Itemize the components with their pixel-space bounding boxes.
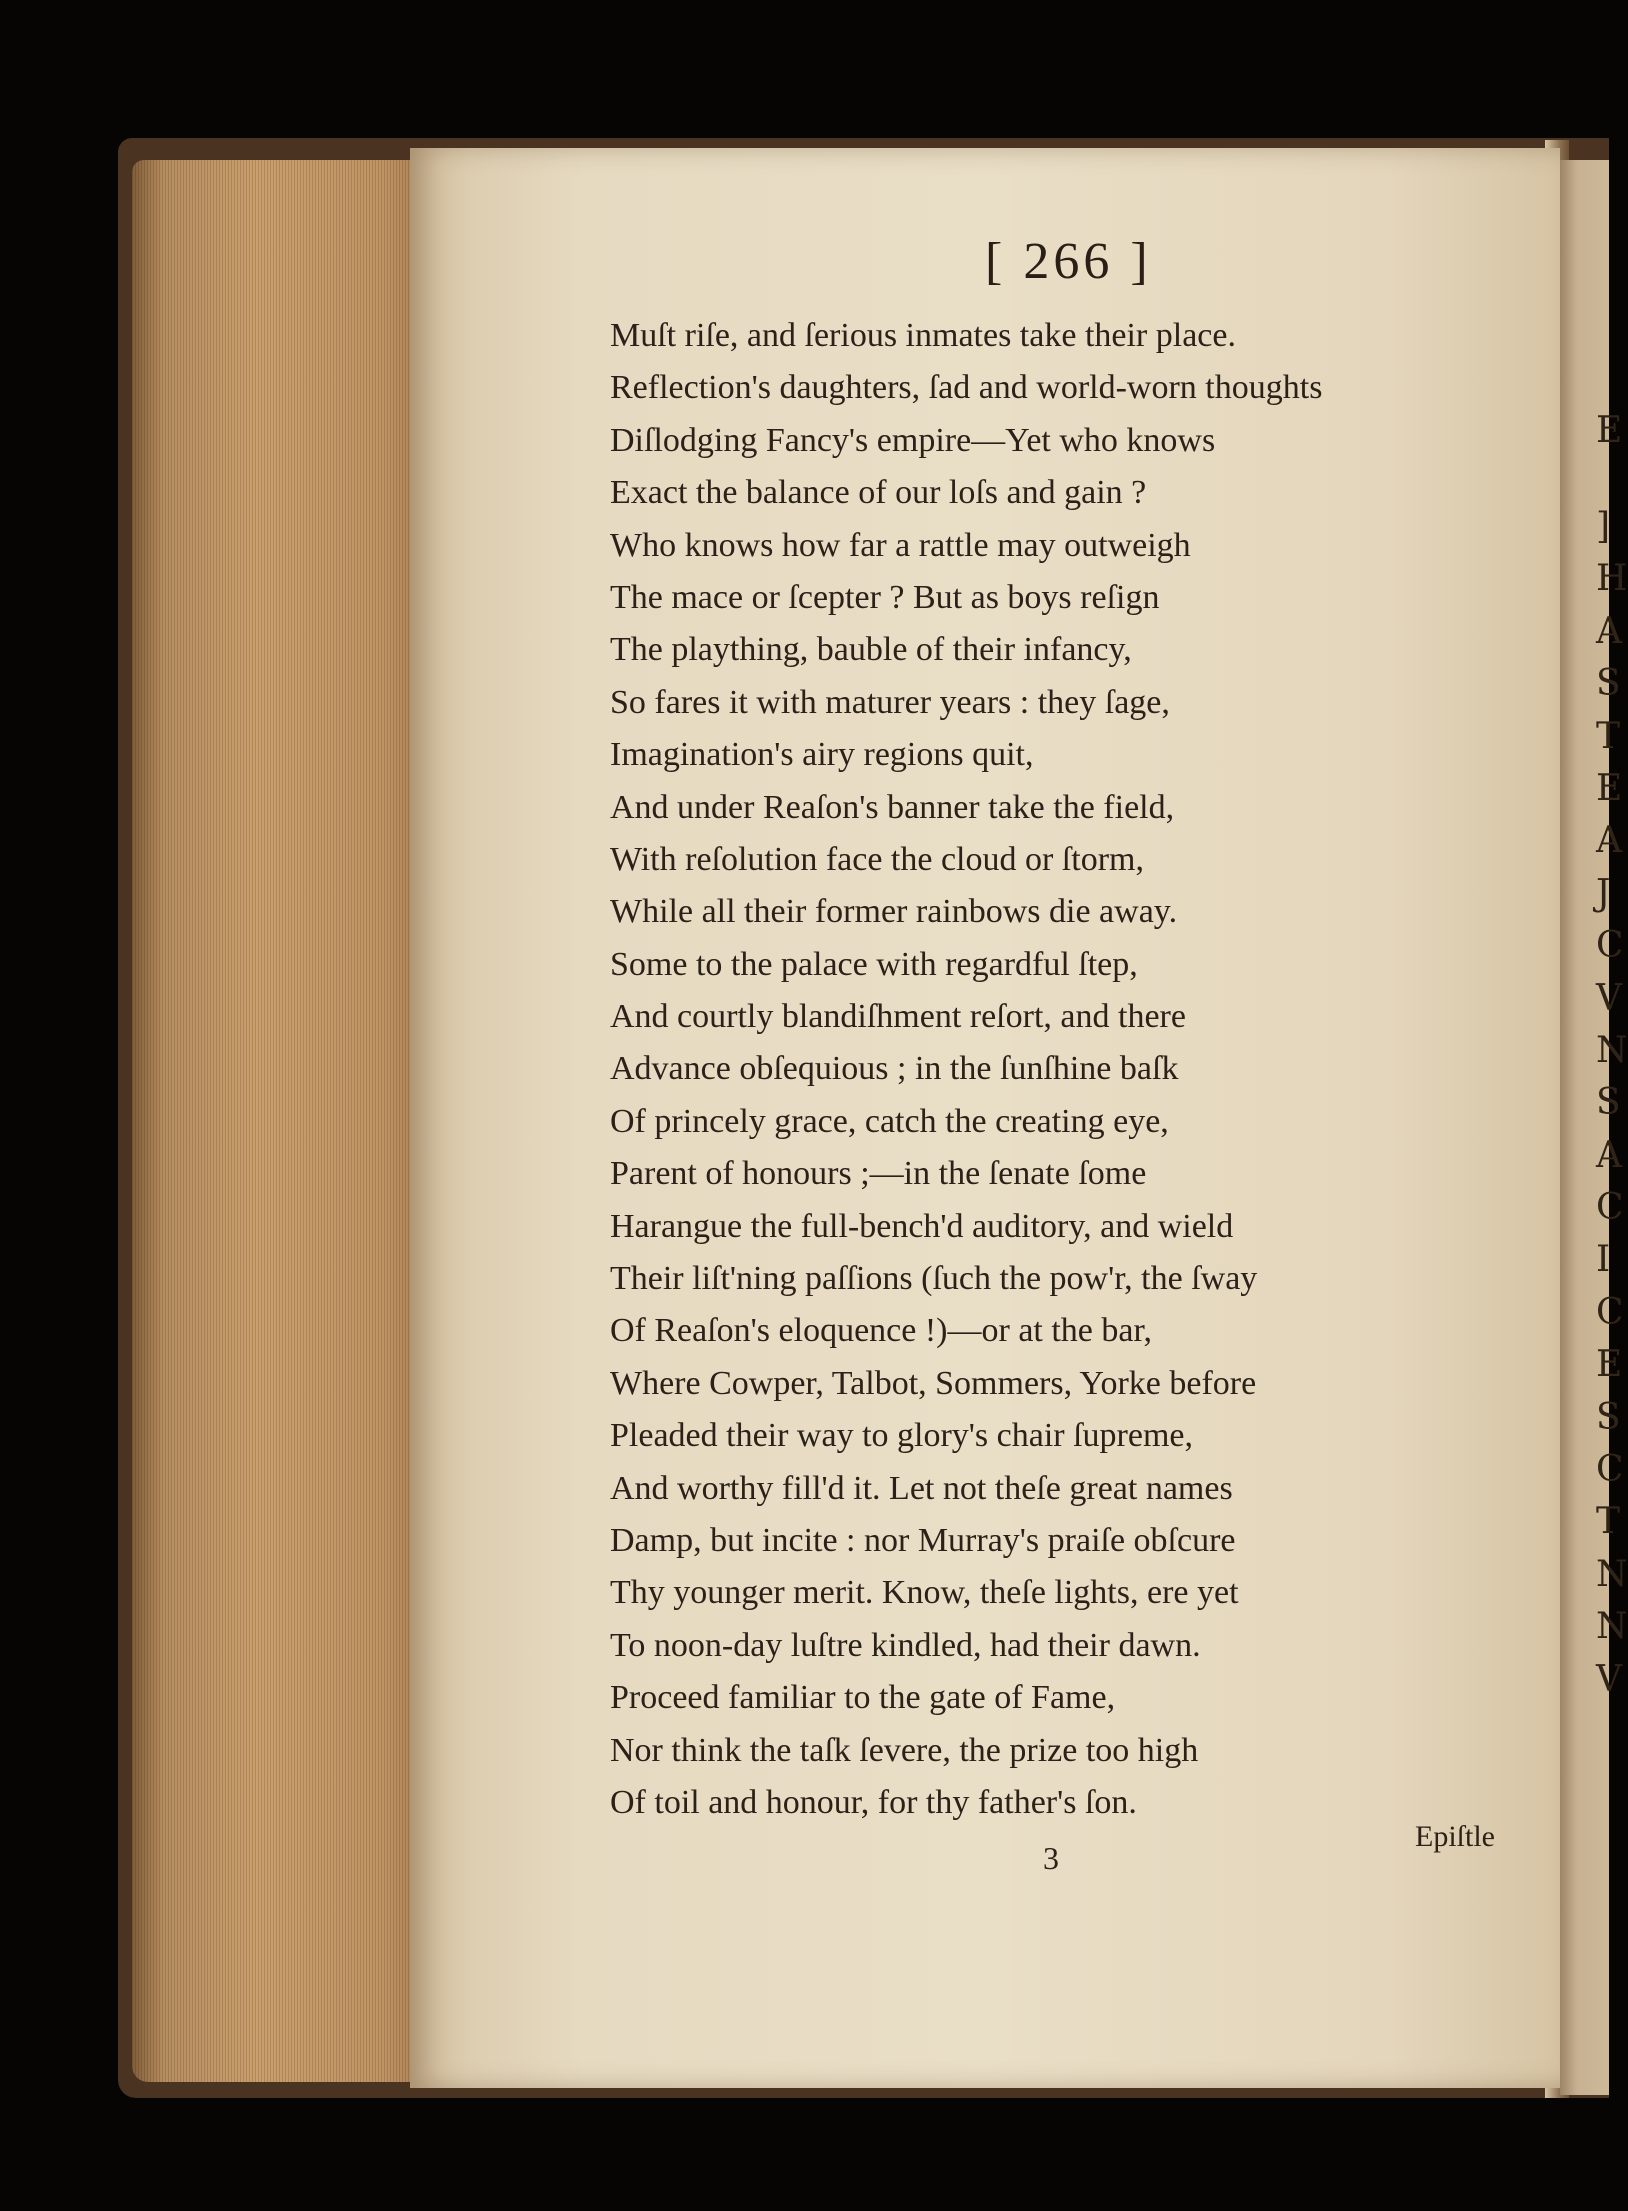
poem-line: Who knows how far a rattle may outweigh <box>610 526 1191 564</box>
facing-page-letter: E <box>1596 767 1623 809</box>
poem-line: Of Reaſon's eloquence !)—or at the bar, <box>610 1312 1152 1350</box>
poem-line: Reflection's daughters, ſad and world-worn thoughts <box>610 369 1323 407</box>
poem-line: The plaything, bauble of their infancy, <box>610 631 1132 669</box>
signature-mark: 3 <box>1043 1840 1059 1876</box>
facing-page-letter: E <box>1596 1344 1623 1386</box>
poem-line: Proceed familiar to the gate of Fame, <box>610 1679 1116 1717</box>
facing-page-letter: V <box>1596 977 1622 1019</box>
poem-line: Pleaded their way to glory's chair ſupreme, <box>610 1417 1193 1455</box>
facing-page-letter: A <box>1596 610 1622 652</box>
facing-page-letter: H <box>1596 558 1628 600</box>
poem-line: Their liſt'ning paſſions (ſuch the pow'r, the ſway <box>610 1260 1258 1298</box>
poem-text <box>610 310 1322 1829</box>
facing-page-letter: E <box>1596 410 1623 451</box>
poem-line: Exact the balance of our loſs and gain ? <box>610 474 1147 512</box>
poem-line: Damp, but incite : nor Murray's praiſe obſcure <box>610 1521 1236 1559</box>
facing-page-letters <box>1596 405 1628 1706</box>
page-number: [ 266 ] <box>985 233 1152 290</box>
facing-page-letter: C <box>1596 1187 1624 1229</box>
poem-line: Imagination's airy regions quit, <box>610 736 1034 774</box>
poem-line: And courtly blandiſhment reſort, and there <box>610 998 1186 1036</box>
poem-line: So fares it with maturer years : they ſage, <box>610 683 1170 721</box>
facing-page-letter: C <box>1596 925 1624 967</box>
facing-page-letter: I <box>1596 1239 1611 1281</box>
facing-page-letter: N <box>1596 1606 1628 1648</box>
facing-page-letter: C <box>1596 1449 1624 1491</box>
poem-line: The mace or ſcepter ? But as boys reſign <box>610 578 1160 616</box>
facing-page-letter: N <box>1596 1553 1628 1595</box>
poem-line: Parent of honours ;—in the ſenate ſome <box>610 1155 1147 1193</box>
poem-line: Harangue the full-bench'd auditory, and wield <box>610 1207 1234 1245</box>
catchword: Epiſtle <box>1415 1820 1495 1853</box>
poem-line: And under Reaſon's banner take the field, <box>610 788 1175 826</box>
facing-page-letter: C <box>1596 1291 1624 1333</box>
poem-line: Of toil and honour, for thy father's ſon. <box>610 1783 1137 1821</box>
facing-page-letter: A <box>1596 820 1622 862</box>
poem-line: Diſlodging Fancy's empire—Yet who knows <box>610 421 1216 459</box>
facing-page-letter: ] <box>1596 506 1611 547</box>
facing-page-letter: T <box>1596 715 1621 757</box>
poem-line: Thy younger merit. Know, theſe lights, ere yet <box>610 1574 1239 1612</box>
poem-line: Some to the palace with regardful ſtep, <box>610 945 1138 983</box>
poem-line: Where Cowper, Talbot, Sommers, Yorke before <box>610 1364 1257 1402</box>
facing-page-letter: T <box>1596 1501 1621 1543</box>
facing-page-letter: S <box>1596 663 1621 705</box>
poem-line: To noon-day luſtre kindled, had their dawn. <box>610 1626 1201 1664</box>
facing-page-letter: S <box>1596 1082 1621 1124</box>
facing-page-letter: N <box>1596 1029 1628 1071</box>
poem-line: And worthy fill'd it. Let not theſe great names <box>610 1469 1233 1507</box>
facing-page-letter: J <box>1596 872 1611 914</box>
page-stack-edge <box>132 160 444 2082</box>
facing-page-letter: S <box>1596 1396 1621 1438</box>
poem-line: Advance obſequious ; in the ſunſhine baſk <box>610 1050 1179 1088</box>
poem-line: Of princely grace, catch the creating eye, <box>610 1102 1169 1140</box>
facing-page-letter: V <box>1596 1658 1622 1700</box>
poem-line: Muſt riſe, and ſerious inmates take their place. <box>610 317 1236 354</box>
poem-line: With reſolution face the cloud or ſtorm, <box>610 840 1144 878</box>
facing-page-letter: A <box>1596 1134 1622 1176</box>
poem-line: While all their former rainbows die away. <box>610 893 1178 931</box>
poem-line: Nor think the taſk ſevere, the prize too high <box>610 1731 1199 1769</box>
